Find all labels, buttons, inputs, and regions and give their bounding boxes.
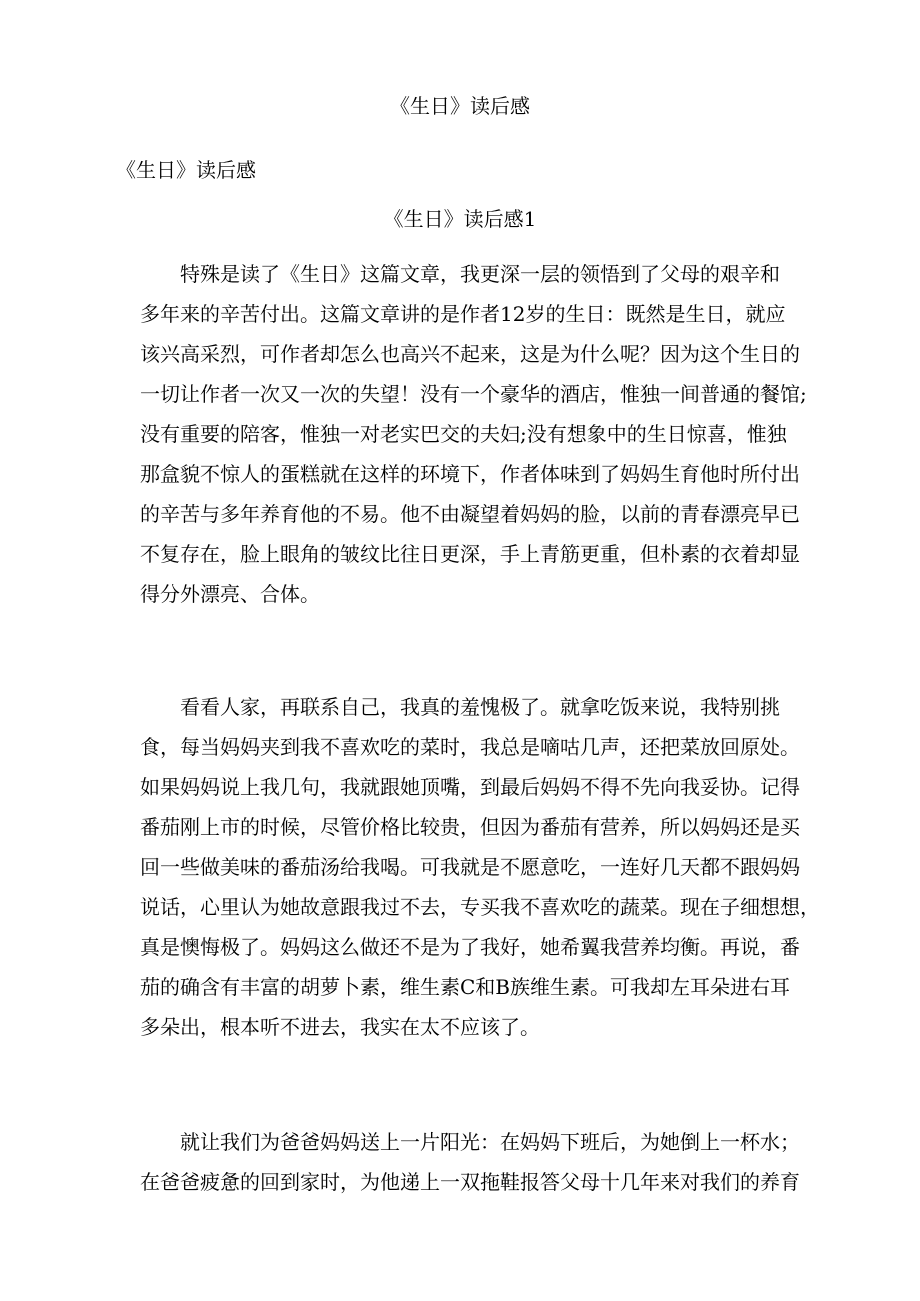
paragraph-line: 的辛苦与多年养育他的不易。他不由凝望着妈妈的脸，以前的青春漂亮早已 <box>140 502 800 526</box>
document-subtitle: 《生日》读后感 <box>116 158 256 182</box>
paragraph-line: 得分外漂亮、合体。 <box>140 582 320 606</box>
paragraph-line: 如果妈妈说上我几句，我就跟她顶嘴，到最后妈妈不得不先向我妥协。记得 <box>140 775 800 799</box>
paragraph-line: 在爸爸疲惫的回到家时，为他递上一双拖鞋报答父母十几年来对我们的养育 <box>140 1170 800 1194</box>
paragraph-1 <box>140 254 808 614</box>
paragraph-line: 不复存在，脸上眼角的皱纹比往日更深，手上青筋更重，但朴素的衣着却显 <box>140 542 800 566</box>
paragraph-line: 就让我们为爸爸妈妈送上一片阳光：在妈妈下班后，为她倒上一杯水； <box>180 1130 800 1154</box>
paragraph-line: 食，每当妈妈夹到我不喜欢吃的菜时，我总是嘀咕几声，还把菜放回原处。 <box>140 735 800 759</box>
paragraph-line: 一切让作者一次又一次的失望！没有一个豪华的酒店，惟独一间普通的餐馆; <box>140 382 807 406</box>
paragraph-line: 多年来的辛苦付出。这篇文章讲的是作者12岁的生日：既然是生日，就应 <box>140 302 786 326</box>
section-title: 《生日》读后感1 <box>383 207 537 231</box>
paragraph-line: 茄的确含有丰富的胡萝卜素，维生素C和B族维生素。可我却左耳朵进右耳 <box>140 975 790 999</box>
paragraph-line: 看看人家，再联系自己，我真的羞愧极了。就拿吃饭来说，我特别挑 <box>180 695 780 719</box>
paragraph-line: 说话，心里认为她故意跟我过不去，专买我不喜欢吃的蔬菜。现在子细想想， <box>140 895 820 919</box>
paragraph-line: 那盒貌不惊人的蛋糕就在这样的环境下，作者体味到了妈妈生育他时所付出 <box>140 462 800 486</box>
paragraph-line: 没有重要的陪客，惟独一对老实巴交的夫妇;没有想象中的生日惊喜，惟独 <box>140 422 787 446</box>
paragraph-line: 该兴高采烈，可作者却怎么也高兴不起来，这是为什么呢？因为这个生日的 <box>140 342 800 366</box>
paragraph-line: 特殊是读了《生日》这篇文章，我更深一层的领悟到了父母的艰辛和 <box>180 262 780 286</box>
paragraph-2 <box>140 687 820 1047</box>
paragraph-line: 真是懊悔极了。妈妈这么做还不是为了我好，她希翼我营养均衡。再说，番 <box>140 935 800 959</box>
paragraph-line: 多朵出，根本听不进去，我实在太不应该了。 <box>140 1015 540 1039</box>
paragraph-line: 回一些做美味的番茄汤给我喝。可我就是不愿意吃，一连好几天都不跟妈妈 <box>140 855 800 879</box>
document-title: 《生日》读后感 <box>390 94 530 118</box>
paragraph-line: 番茄刚上市的时候，尽管价格比较贵，但因为番茄有营养，所以妈妈还是买 <box>140 815 800 839</box>
paragraph-3 <box>140 1122 808 1202</box>
